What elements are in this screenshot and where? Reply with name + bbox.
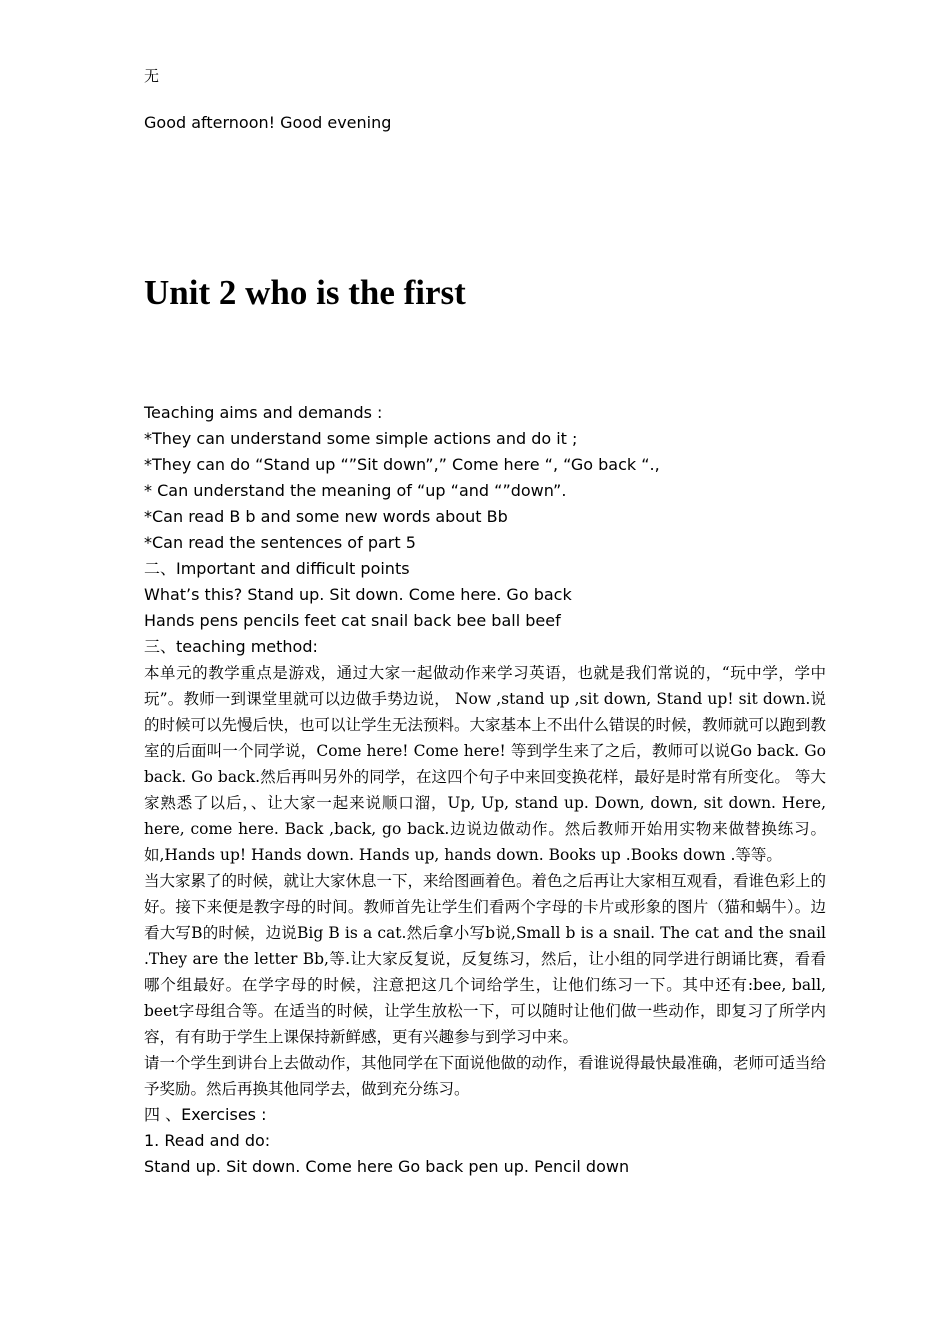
method-paragraph-games [144, 660, 826, 868]
lesson-body [144, 400, 826, 1180]
aim-item: *Can read the sentences of part 5 [144, 533, 416, 552]
aim-item: *They can do “Stand up “”Sit down”,” Come here “, “Go back “., [144, 455, 660, 474]
aims-heading: Teaching aims and demands : [144, 403, 383, 422]
method-paragraph-letters [144, 868, 826, 1050]
aim-item: *Can read B b and some new words about Bb [144, 507, 508, 526]
paragraph-text: 当大家累了的时候，就让大家休息一下，来给图画着色。着色之后再让大家相互观看，看谁色彩上的好。接下来便是教字母的时间。教师首先让学生们看两个字母的卡片或形象的图片（猫和蜗牛）。边看大写B的时候，边说Big B is a cat.然后拿小写b说,Small b is a snail. The cat and the snail .They are the letter Bb,等.让大家反复说，反复练习，然后，让小组的同学进行朗诵比赛，看看哪个组最好。在学字母的时候，注意把这几个词给学生，让他们练习一下。其中还有:bee, ball, beet字母组合等。在适当的时候，让学生放松一下，可以随时让他们做一些动作，即复习了所学内容，有有助于学生上课保持新鲜感，更有兴趣参与到学习中来。 [144, 872, 827, 1046]
method-heading: 三、teaching method: [144, 637, 318, 656]
method-paragraph-practice [144, 1050, 826, 1102]
exercise-label: 1. Read and do: [144, 1131, 271, 1150]
exercise-text: Stand up. Sit down. Come here Go back pen up. Pencil down [144, 1157, 630, 1176]
points-words: Hands pens pencils feet cat snail back bee ball beef [144, 611, 561, 630]
paragraph-text: 本单元的教学重点是游戏，通过大家一起做动作来学习英语，也就是我们常说的，“玩中学，学中玩”。教师一到课堂里就可以边做手势边说， Now ,stand up ,sit down, Stand up! sit down.说的时候可以先慢后快，也可以让学生无法预料。大家基本上不出什么错误的时候，教师就可以跑到教室的后面叫一个同学说，Come here! Come here! 等到学生来了之后，教师可以说Go back. Go back. Go back.然后再叫另外的同学，在这四个句子中来回变换花样，最好是时常有所变化。 等大家熟悉了以后，、让大家一起来说顺口溜，Up, Up, stand up. Down, down, sit down. Here, here, come here. Back ,back, go back.边说边做动作。然后教师开始用实物来做替换练习。如,Hands up! Hands down. Hands up, hands down. Books up .Books down .等等。 [144, 664, 827, 864]
unit-title: Unit 2 who is the first [144, 273, 466, 312]
exercises-heading: 四 、Exercises : [144, 1105, 267, 1124]
paragraph-text: 请一个学生到讲台上去做动作，其他同学在下面说他做的动作，看谁说得最快最准确，老师可适当给予奖励。然后再换其他同学去，做到充分练习。 [144, 1054, 827, 1098]
header-char: 无 [144, 67, 160, 85]
points-heading: 二、Important and difficult points [144, 559, 410, 578]
aim-item: *They can understand some simple actions and do it ; [144, 429, 578, 448]
greeting-line: Good afternoon! Good evening [144, 113, 392, 132]
aim-item: * Can understand the meaning of “up “and “”down”. [144, 481, 567, 500]
points-sentences: What’s this? Stand up. Sit down. Come here. Go back [144, 585, 572, 604]
